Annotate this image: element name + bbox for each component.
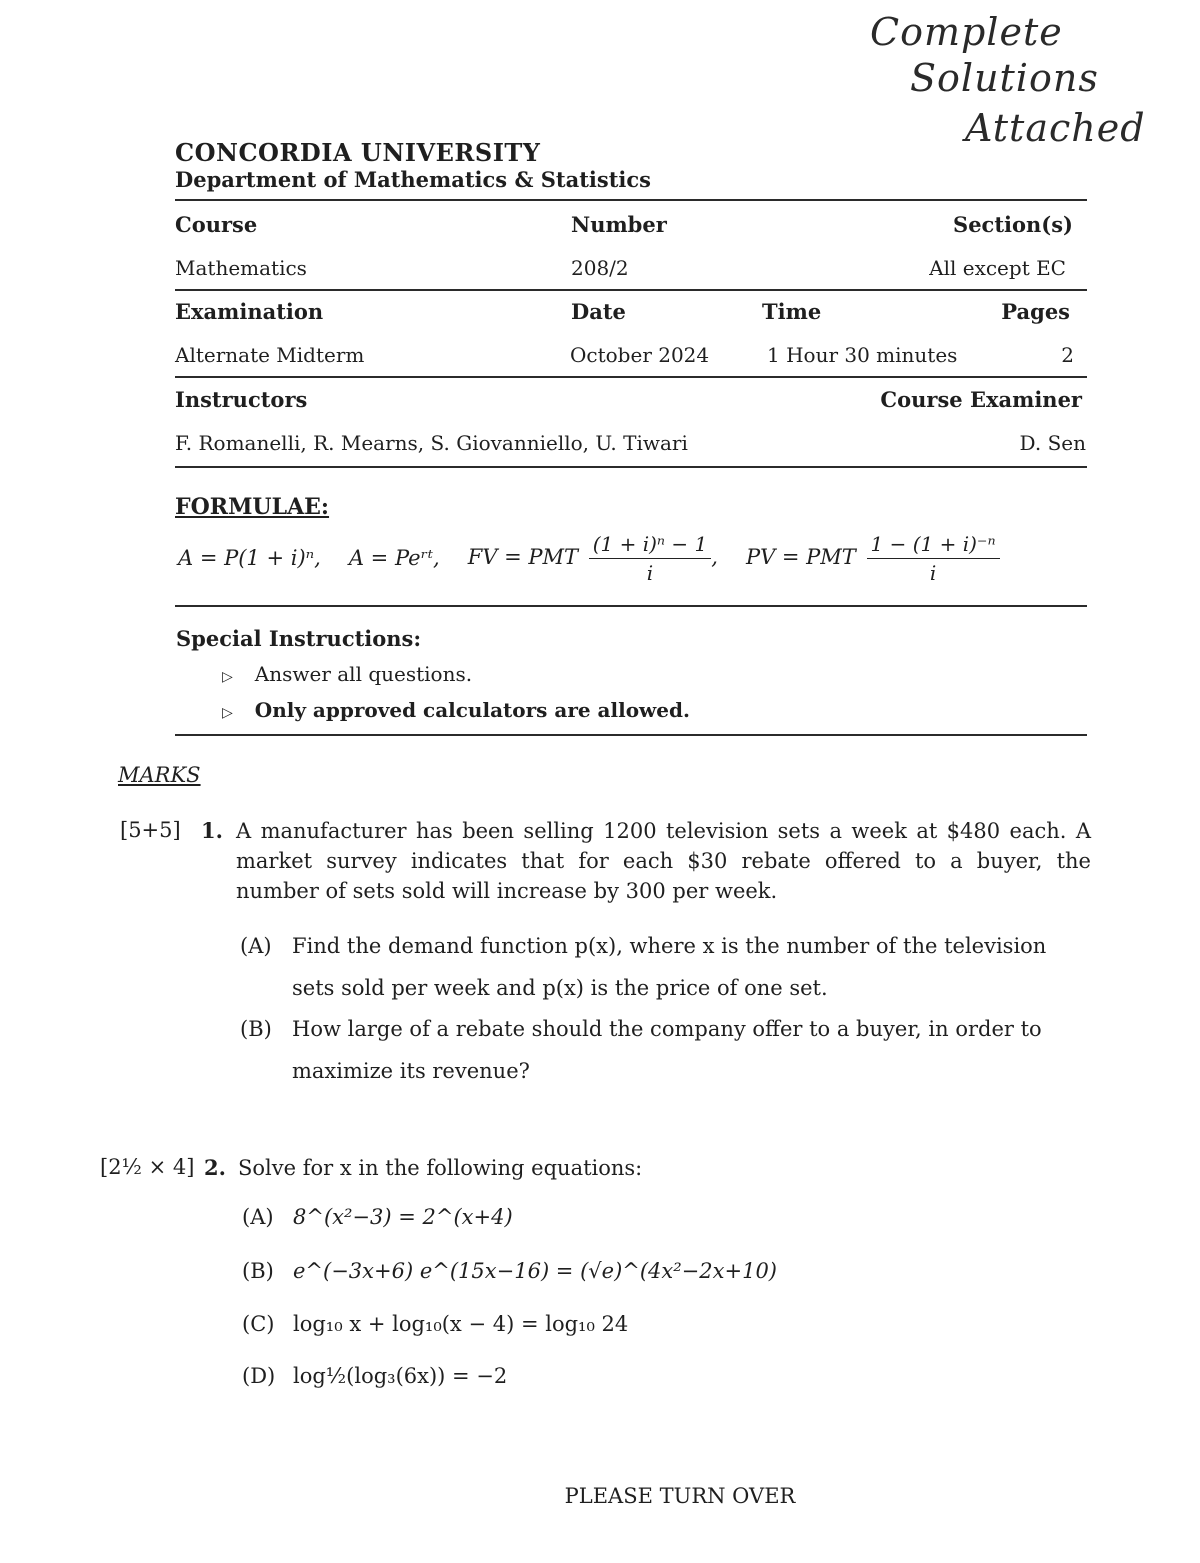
question-2-marks: [2½ × 4] bbox=[100, 1155, 195, 1179]
time-label: Time bbox=[762, 299, 822, 324]
instructors-label: Instructors bbox=[175, 387, 308, 412]
pv-denominator: i bbox=[929, 560, 937, 585]
pv-fraction bbox=[867, 532, 1000, 585]
fv-denominator: i bbox=[646, 560, 654, 585]
formula-future-value: FV = PMT $\frac{\text{(1 + i)ⁿ − 1}}{i}$ , bbox=[467, 531, 718, 585]
divider bbox=[175, 466, 1087, 468]
examination-value: Alternate Midterm bbox=[175, 343, 365, 367]
question-2d-label: (D) bbox=[242, 1364, 276, 1388]
special-instructions-heading: Special Instructions: bbox=[176, 626, 422, 651]
fv-lhs: FV = PMT bbox=[467, 544, 579, 569]
instruction-item bbox=[222, 698, 690, 722]
divider bbox=[175, 376, 1087, 378]
question-2a-equation: 8^(x²−3) = 2^(x+4) bbox=[293, 1205, 513, 1229]
triangle-bullet-icon: ▷ bbox=[222, 669, 233, 685]
department-name: Department of Mathematics & Statistics bbox=[175, 167, 651, 192]
triangle-bullet-icon: ▷ bbox=[222, 705, 233, 721]
question-1-marks: [5+5] bbox=[120, 818, 181, 842]
marks-label: MARKS bbox=[118, 763, 201, 787]
date-label: Date bbox=[571, 299, 626, 324]
divider bbox=[175, 605, 1087, 607]
pv-lhs: PV = PMT bbox=[745, 544, 856, 569]
question-1-text: A manufacturer has been selling 1200 television sets a week at $480 each. A market survey indicates that for each $30 rebate offered to a buyer, the number of sets sold will increase by 300 per week. bbox=[236, 819, 1091, 903]
question-2-number: 2. bbox=[204, 1155, 226, 1180]
instruction-item bbox=[222, 662, 472, 686]
divider bbox=[175, 734, 1087, 736]
question-2b-label: (B) bbox=[242, 1259, 274, 1283]
question-2a-label: (A) bbox=[242, 1205, 274, 1229]
handwritten-line-3: Attached bbox=[965, 106, 1146, 150]
time-value: 1 Hour 30 minutes bbox=[767, 343, 958, 367]
instruction-text: Only approved calculators are allowed. bbox=[254, 698, 690, 722]
formulae-heading: FORMULAE: bbox=[175, 494, 330, 520]
date-value: October 2024 bbox=[570, 343, 710, 367]
examiner-label: Course Examiner bbox=[880, 387, 1082, 412]
instruction-text: Answer all questions. bbox=[254, 662, 473, 686]
pages-label: Pages bbox=[1001, 299, 1070, 324]
number-label: Number bbox=[571, 212, 667, 237]
formula-present-value bbox=[746, 532, 1000, 585]
question-2d-equation: log½(log₃(6x)) = −2 bbox=[293, 1364, 508, 1388]
instructors-value: F. Romanelli, R. Mearns, S. Giovanniello, U. Tiwari bbox=[175, 431, 688, 455]
sections-value: All except EC bbox=[929, 256, 1066, 280]
question-1-number: 1. bbox=[201, 818, 223, 843]
examination-label: Examination bbox=[175, 299, 324, 324]
fv-fraction bbox=[589, 532, 712, 585]
formula-compound: A = P(1 + i)ⁿ, bbox=[178, 546, 321, 570]
question-1b-label: (B) bbox=[240, 1017, 272, 1041]
examiner-value: D. Sen bbox=[1019, 431, 1086, 455]
handwritten-line-2: Solutions bbox=[910, 56, 1099, 100]
pv-numerator: 1 − (1 + i)⁻ⁿ bbox=[867, 532, 1000, 559]
question-1a-label: (A) bbox=[240, 934, 272, 958]
course-value: Mathematics bbox=[175, 256, 307, 280]
formula-line bbox=[178, 528, 1088, 588]
question-2c-label: (C) bbox=[242, 1312, 275, 1336]
formula-continuous: A = Peʳᵗ, bbox=[348, 546, 440, 570]
course-label: Course bbox=[175, 212, 258, 237]
question-2c-equation: log₁₀ x + log₁₀(x − 4) = log₁₀ 24 bbox=[293, 1312, 629, 1336]
pages-value: 2 bbox=[1061, 343, 1074, 367]
question-1a-text: Find the demand function p(x), where x is the number of the television sets sold per week and p(x) is the price of one set. bbox=[292, 934, 1047, 1000]
question-1b-text: How large of a rebate should the company offer to a buyer, in order to maximize its revenue? bbox=[292, 1017, 1042, 1083]
fv-numerator: (1 + i)ⁿ − 1 bbox=[589, 532, 712, 559]
handwritten-line-1: Complete bbox=[870, 10, 1063, 54]
number-value: 208/2 bbox=[571, 256, 629, 280]
question-2b-equation: e^(−3x+6) e^(15x−16) = (√e)^(4x²−2x+10) bbox=[293, 1259, 777, 1283]
divider bbox=[175, 199, 1087, 201]
sections-label: Section(s) bbox=[953, 212, 1073, 237]
university-name: CONCORDIA UNIVERSITY bbox=[175, 138, 541, 167]
divider bbox=[175, 289, 1087, 291]
question-2-text: Solve for x in the following equations: bbox=[238, 1156, 643, 1180]
footer-turn-over: PLEASE TURN OVER bbox=[564, 1484, 796, 1508]
